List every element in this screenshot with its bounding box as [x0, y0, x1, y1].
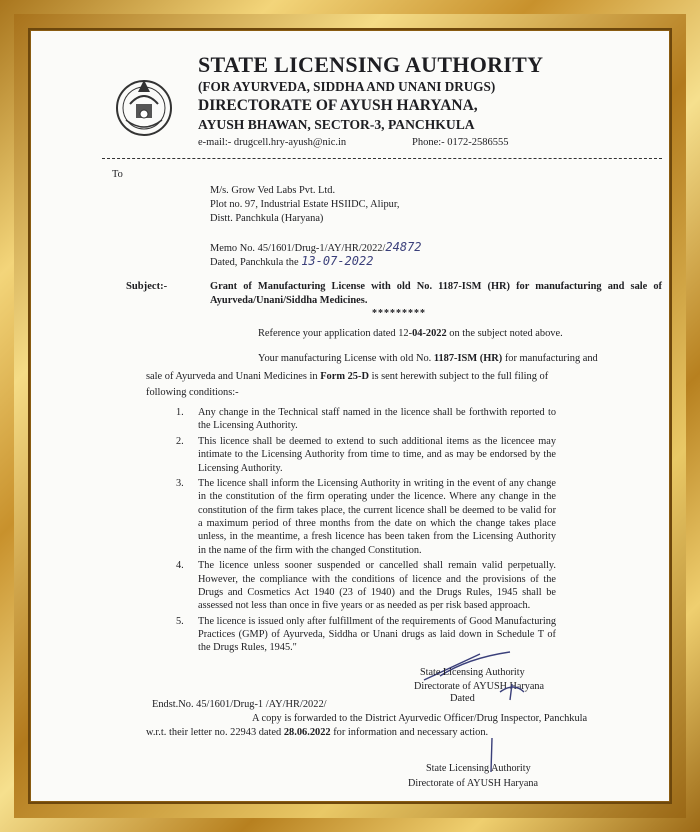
reference-date: 04-2022 — [412, 328, 447, 339]
addressee-name: M/s. Grow Ved Labs Pvt. Ltd. — [210, 185, 336, 196]
document-mat — [30, 30, 670, 802]
conditions-list — [176, 406, 556, 657]
to-label: To — [112, 169, 123, 180]
body-line2-pre: sale of Ayurveda and Unani Medicines in — [146, 371, 321, 382]
subject-stars: ********* — [372, 308, 426, 319]
authority-address: AYUSH BHAWAN, SECTOR-3, PANCHKULA — [198, 117, 475, 132]
condition-text: The licence is issued only after fulfillment of the requirements of Good Manufacturing Practices (GMP) of Ayurveda, Siddha or Unani drugs as laid down in Schedule T of the Drugs Rules, 1945." — [198, 615, 556, 654]
body-line1-pre: Your manufacturing License with old No. — [258, 353, 434, 364]
body-line1-post: for manufacturing and — [502, 353, 598, 364]
reference-post: on the subject noted above. — [446, 328, 563, 339]
form-number: Form 25-D — [320, 371, 369, 382]
signature2-title: State Licensing Authority — [426, 763, 531, 774]
body-line2-post: is sent herewith subject to the full filing of — [368, 371, 549, 382]
condition-item — [176, 559, 556, 613]
signature1-title: State Licensing Authority — [420, 667, 525, 678]
license-number: 1187-ISM (HR) — [433, 353, 503, 364]
phone-contact: Phone:- 0172-2586555 — [412, 137, 509, 148]
memo-date-handwritten: 13-07-2022 — [301, 254, 374, 268]
addressee-line1: Plot no. 97, Industrial Estate HSIIDC, Alipur, — [210, 199, 400, 210]
memo-date-text: Dated, Panchkula the — [210, 257, 299, 268]
body-line3: following conditions:- — [146, 387, 239, 398]
haryana-emblem-icon — [112, 74, 176, 138]
condition-item — [176, 406, 556, 433]
memo-date — [210, 254, 373, 270]
condition-text: This licence shall be deemed to extend to such additional items as the licencee may intimate to the Licensing Authority from time to time, and as may be endorsed by the Licensing Authority. — [198, 435, 556, 474]
authority-title: STATE LICENSING AUTHORITY — [198, 52, 544, 77]
copy-line2 — [146, 726, 488, 740]
subject-label: Subject:- — [126, 281, 168, 292]
memo-number-handwritten: 24872 — [385, 240, 422, 254]
copy-line2-pre: w.r.t. their letter no. 22943 dated — [146, 727, 284, 738]
header-divider — [102, 158, 662, 159]
reference-pre: Reference your application dated 12- — [258, 328, 413, 339]
condition-text: The licence shall inform the Licensing Authority in writing in the event of any change in the constitution of the firm operating under the licence. Where any change in the constitution of the firm takes place, the current licence shall be deemed to be valid for a maximum period of three months from the date on which the change takes place unless, in the meantime, a fresh licence has been taken from the Licensing Authority in the name of the firm with the changed Constitution. — [198, 477, 556, 556]
initial-mark-icon — [494, 678, 534, 704]
condition-text: The licence unless sooner suspended or cancelled shall remain valid perpetually. However, the compliance with the conditions of licence and the provisions of the Drugs and Cosmetics Act 1940 (23 of 1940) and the Drugs Rules, 1945 shall be assessed not less than once in five years or as needed as per risk based approach. — [198, 560, 556, 612]
condition-number: 1. — [176, 407, 184, 418]
directorate-name: DIRECTORATE OF AYUSH HARYANA, — [198, 97, 478, 114]
condition-number: 3. — [176, 477, 184, 489]
condition-number: 2. — [176, 435, 184, 447]
signature1-office: Directorate of AYUSH Haryana — [414, 681, 545, 692]
authority-subtitle: (FOR AYURVEDA, SIDDHA AND UNANI DRUGS) — [198, 79, 496, 94]
condition-text: Any change in the Technical staff named in the licence shall be forthwith reported to the Licensing Authority. — [198, 407, 556, 432]
subject-text: Grant of Manufacturing License with old No. 1187-ISM (HR) for manufacturing and sale of Ayurveda/Unani/Siddha Medicines. — [210, 281, 662, 306]
memo-number-text: Memo No. 45/1601/Drug-1/AY/HR/2022/ — [210, 243, 386, 254]
copy-line1: A copy is forwarded to the District Ayurvedic Officer/Drug Inspector, Panchkula — [252, 713, 588, 724]
condition-item — [176, 477, 556, 557]
body-line2 — [146, 370, 548, 384]
endst-dated: Dated — [450, 693, 475, 704]
email-contact: e-mail:- drugcell.hry-ayush@nic.in — [198, 137, 347, 148]
reference-line — [258, 327, 563, 341]
signature2-office: Directorate of AYUSH Haryana — [408, 778, 539, 789]
letter-date: 28.06.2022 — [283, 727, 331, 738]
addressee-line2: Distt. Panchkula (Haryana) — [210, 213, 324, 224]
condition-item — [176, 435, 556, 475]
condition-number: 4. — [176, 560, 184, 572]
letter-page — [42, 36, 662, 796]
endst-number: Endst.No. 45/1601/Drug-1 /AY/HR/2022/ — [152, 699, 327, 710]
body-line1 — [258, 352, 598, 366]
condition-number: 5. — [176, 615, 184, 627]
copy-line2-post: for information and necessary action. — [330, 727, 489, 738]
